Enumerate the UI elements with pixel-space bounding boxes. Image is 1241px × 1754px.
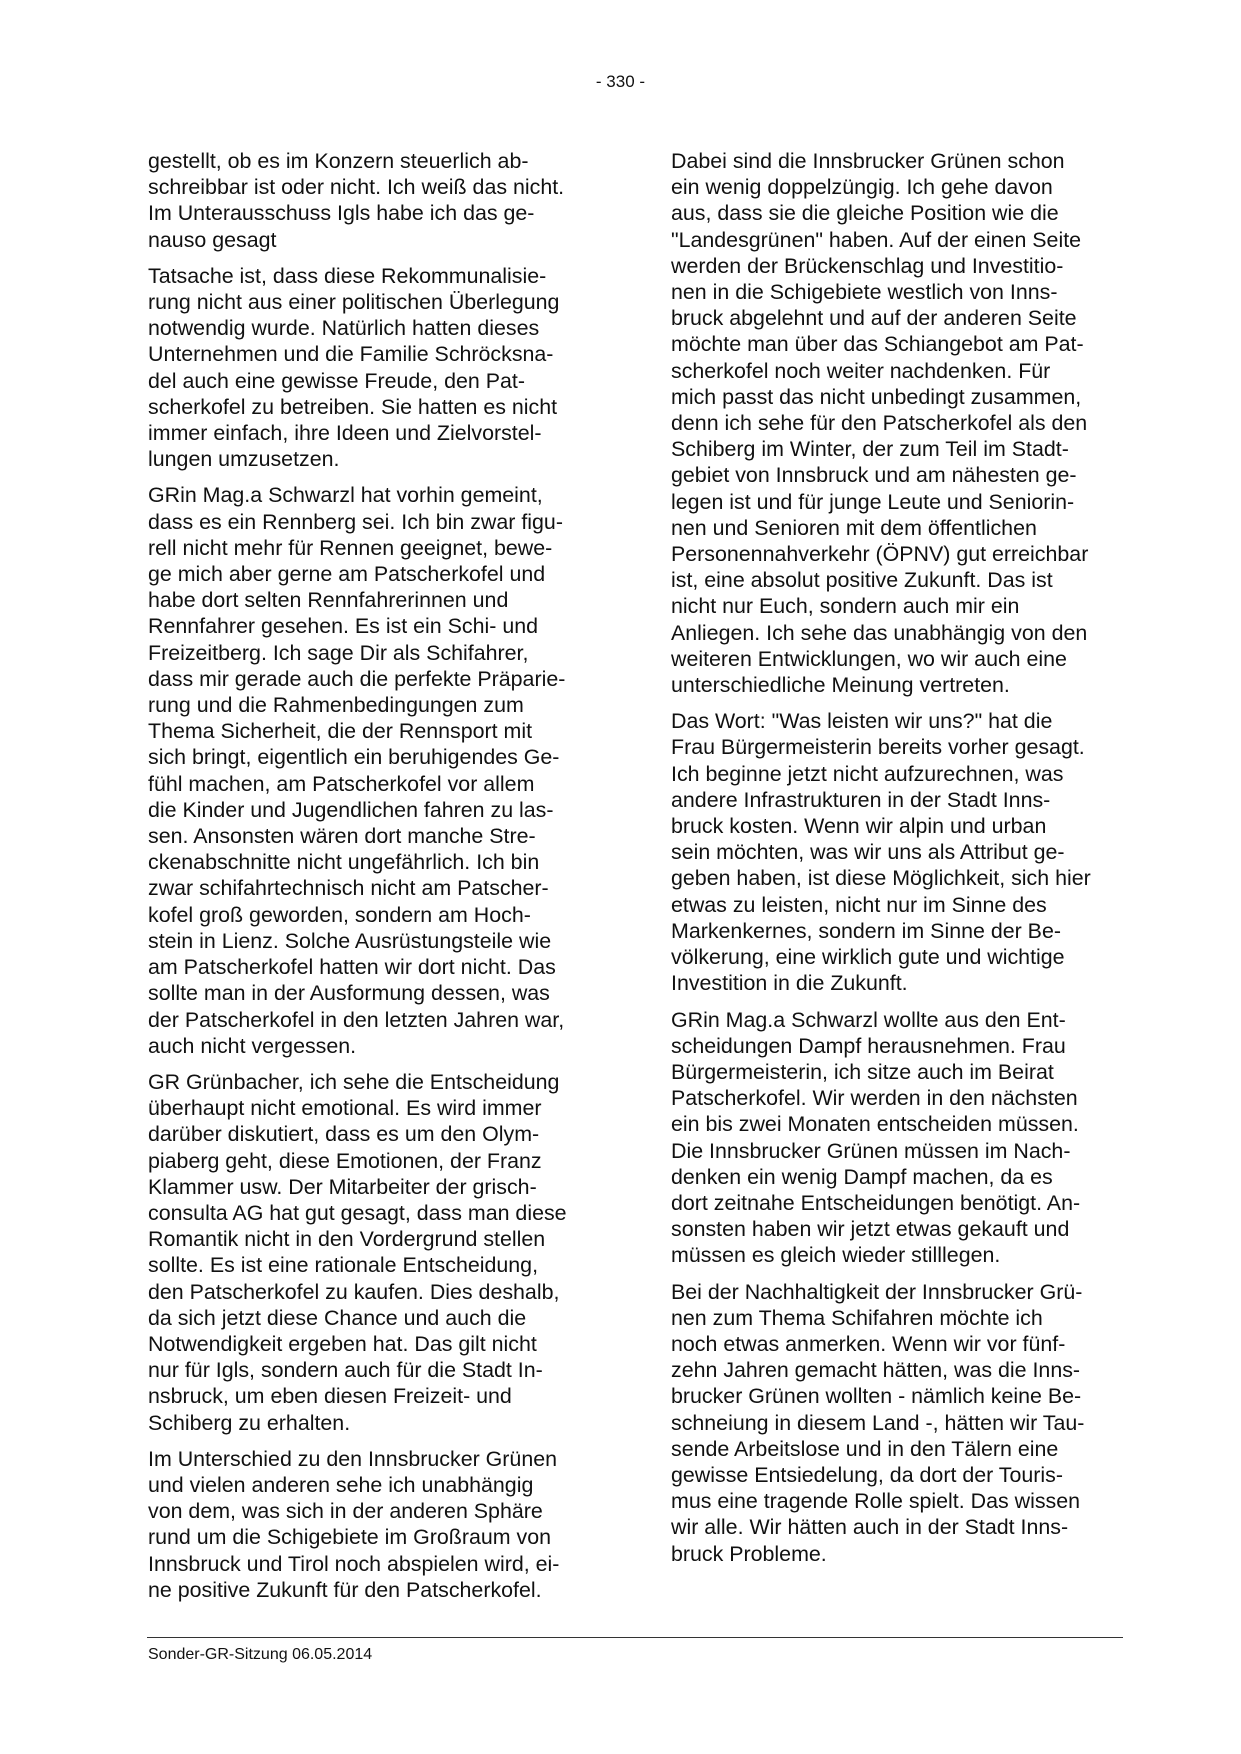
paragraph: Tatsache ist, dass diese Rekommunalisie- rung nicht aus einer politischen Überlegung notwendig wurde. Natürlich hatten dieses Unternehmen und die Familie Schröcksna- del auch eine gewisse Freude, den Pat- scherkofel zu betreiben. Sie hatten es nicht immer einfach, ihre Ideen und Zielvorstel- lungen umzusetzen.	[148, 263, 560, 472]
paragraph: Bei der Nachhaltigkeit der Innsbrucker Grü- nen zum Thema Schifahren möchte ich noch etwas anmerken. Wenn wir vor fünf- zehn Jahren gemacht hätten, was die Inns- brucker Grünen wollten - nämlich keine Be- schneiung in diesem Land -, hätten wir Tau- sende Arbeitslose und in den Tälern eine gewisse Entsiedelung, da dort der Touris- mus eine tragende Rolle spielt. Das wissen wir alle. Wir hätten auch in der Stadt Inns- bruck Probleme.	[671, 1279, 1085, 1566]
paragraph: GR Grünbacher, ich sehe die Entscheidung überhaupt nicht emotional. Es wird immer darüber diskutiert, dass es um den Olym- piaberg geht, diese Emotionen, der Franz Klammer usw. Der Mitarbeiter der grisch- consulta AG hat gut gesagt, dass man diese Romantik nicht in den Vordergrund stellen sollte. Es ist eine rationale Entscheidung, den Patscherkofel zu kaufen. Dies deshalb, da sich jetzt diese Chance und auch die Notwendigkeit ergeben hat. Das gilt nicht nur für Igls, sondern auch für die Stadt In- nsbruck, um eben diesen Freizeit- und Schiberg zu erhalten.	[148, 1069, 567, 1435]
footer-session-label: Sonder-GR-Sitzung 06.05.2014	[148, 1646, 373, 1663]
page-number: - 330 -	[595, 72, 646, 91]
paragraph: gestellt, ob es im Konzern steuerlich ab- schreibbar ist oder nicht. Ich weiß das nicht. Im Unterausschuss Igls habe ich das ge- nauso gesagt	[148, 149, 565, 252]
left-column	[148, 148, 600, 1613]
footer-divider	[147, 1637, 1123, 1638]
right-column	[671, 148, 1123, 1577]
paragraph: Das Wort: "Was leisten wir uns?" hat die Frau Bürgermeisterin bereits vorher gesagt. Ich beginne jetzt nicht aufzurechnen, was andere Infrastrukturen in der Stadt Inns- bruck kosten. Wenn wir alpin und urban sein möchten, was wir uns als Attribut ge- geben haben, ist diese Möglichkeit, sich hier etwas zu leisten, nicht nur im Sinne des Markenkernes, sondern im Sinne der Be- völkerung, eine wirklich gute und wichtige Investition in die Zukunft.	[671, 709, 1091, 996]
paragraph: Dabei sind die Innsbrucker Grünen schon ein wenig doppelzüngig. Ich gehe davon aus, dass sie die gleiche Position wie die "Landesgrünen" haben. Auf der einen Seite werden der Brückenschlag und Investitio- nen in die Schigebiete westlich von Inns- bruck abgelehnt und auf der anderen Seite möchte man über das Schiangebot am Pat- scherkofel noch weiter nachdenken. Für mich passt das nicht unbedingt zusammen, denn ich sehe für den Patscherkofel als den Schiberg im Winter, der zum Teil im Stadt- gebiet von Innsbruck und am nähesten ge- legen ist und für junge Leute und Seniorin- nen und Senioren mit dem öffentlichen Personennahverkehr (ÖPNV) gut erreichbar ist, eine absolut positive Zukunft. Das ist nicht nur Euch, sondern auch mir ein Anliegen. Ich sehe das unabhängig von den weiteren Entwicklungen, wo wir auch eine unterschiedliche Meinung vertreten.	[671, 149, 1089, 698]
paragraph: Im Unterschied zu den Innsbrucker Grünen und vielen anderen sehe ich unabhängig von dem, was sich in der anderen Sphäre rund um die Schigebiete im Großraum von Innsbruck und Tirol noch abspielen wird, ei- ne positive Zukunft für den Patscherkofel.	[148, 1446, 560, 1602]
paragraph: GRin Mag.a Schwarzl hat vorhin gemeint, dass es ein Rennberg sei. Ich bin zwar figu- rell nicht mehr für Rennen geeignet, bewe- ge mich aber gerne am Patscherkofel und habe dort selten Rennfahrerinnen und Rennfahrer gesehen. Es ist ein Schi- und Freizeitberg. Ich sage Dir als Schifahrer, dass mir gerade auch die perfekte Präparie- rung und die Rahmenbedingungen zum Thema Sicherheit, die der Rennsport mit sich bringt, eigentlich ein beruhigendes Ge- fühl machen, am Patscherkofel vor allem die Kinder und Jugendlichen fahren zu las- sen. Ansonsten wären dort manche Stre- ckenabschnitte nicht ungefährlich. Ich bin zwar schifahrtechnisch nicht am Patscher- kofel groß geworden, sondern am Hoch- stein in Lienz. Solche Ausrüstungsteile wie am Patscherkofel hatten wir dort nicht. Das sollte man in der Ausformung dessen, was der Patscherkofel in den letzten Jahren war, auch nicht vergessen.	[148, 483, 566, 1058]
paragraph: GRin Mag.a Schwarzl wollte aus den Ent- scheidungen Dampf herausnehmen. Frau Bürgermeisterin, ich sitze auch im Beirat Patscherkofel. Wir werden in den nächsten ein bis zwei Monaten entscheiden müssen. Die Innsbrucker Grünen müssen im Nach- denken ein wenig Dampf machen, da es dort zeitnahe Entscheidungen benötigt. An- sonsten haben wir jetzt etwas gekauft und müssen es gleich wieder stilllegen.	[671, 1007, 1081, 1268]
